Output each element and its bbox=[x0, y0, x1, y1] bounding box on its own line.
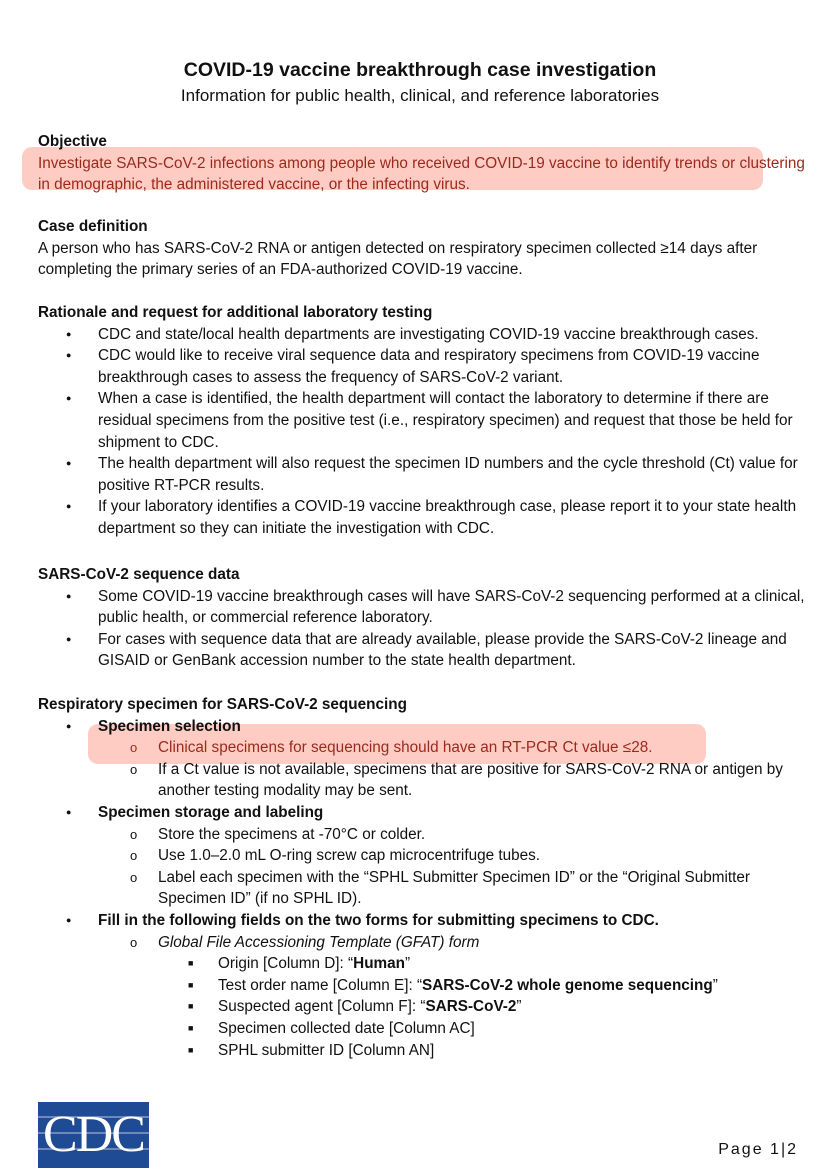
list-item: ● CDC and state/local health departments are investigating COVID-19 vaccine breakthrough cases. bbox=[38, 324, 818, 346]
specimen-selection-item bbox=[38, 716, 818, 738]
list-item: ■ SPHL submitter ID [Column AN] bbox=[38, 1040, 818, 1062]
specimen-storage-item bbox=[38, 802, 818, 824]
case-definition-heading: Case definition bbox=[38, 218, 148, 235]
document-subtitle: Information for public health, clinical, and reference laboratories bbox=[180, 86, 660, 105]
list-item: ● The health department will also request the specimen ID numbers and the cycle threshold (Ct) value for positive RT-PCR results. bbox=[38, 453, 818, 496]
cdc-logo-text: CDC bbox=[43, 1106, 144, 1163]
list-item: o Clinical specimens for sequencing should have an RT-PCR Ct value ≤28. bbox=[38, 737, 818, 759]
field-text: Test order name [Column E]: “ bbox=[218, 976, 423, 994]
specimen-section bbox=[38, 694, 818, 1061]
fields-item bbox=[38, 910, 818, 932]
rationale-heading: Rationale and request for additional laboratory testing bbox=[38, 304, 433, 321]
list-item: ● For cases with sequence data that are already available, please provide the SARS-CoV-2 lineage and GISAID or GenBank accession number to the state health department. bbox=[38, 629, 818, 672]
sequence-data-list bbox=[38, 586, 818, 672]
list-item: o Label each specimen with the “SPHL Submitter Specimen ID” or the “Original Submitter Specimen ID” (if no SPHL ID). bbox=[38, 867, 818, 910]
specimen-list bbox=[38, 716, 818, 738]
fields-sublist bbox=[38, 932, 818, 954]
list-item: o Use 1.0–2.0 mL O-ring screw cap microcentrifuge tubes. bbox=[38, 845, 818, 867]
form-name bbox=[38, 932, 818, 954]
cdc-logo bbox=[38, 1102, 149, 1168]
field-text: Suspected agent [Column F]: “ bbox=[218, 998, 426, 1016]
list-item: ● If your laboratory identifies a COVID-19 vaccine breakthrough case, please report it to your state health department so they can initiate the investigation with CDC. bbox=[38, 496, 818, 539]
list-item: ■ Specimen collected date [Column AC] bbox=[38, 1018, 818, 1040]
field-value: Human bbox=[353, 955, 405, 973]
objective-section bbox=[38, 131, 818, 196]
specimen-heading: Respiratory specimen for SARS-CoV-2 sequencing bbox=[38, 696, 407, 713]
field-text: ” bbox=[405, 955, 411, 973]
list-item: ● When a case is identified, the health department will contact the laboratory to determine if there are residual specimens from the positive test (i.e., respiratory specimen) and request that those be held for shipment to CDC. bbox=[38, 388, 818, 453]
specimen-selection-label: Specimen selection bbox=[98, 717, 241, 735]
specimen-selection-sublist bbox=[38, 737, 818, 802]
field-value: SARS-CoV-2 whole genome sequencing bbox=[422, 976, 713, 994]
list-item: o If a Ct value is not available, specimens that are positive for SARS-CoV-2 RNA or antigen by another testing modality may be sent. bbox=[38, 759, 818, 802]
form-name-text: Global File Accessioning Template (GFAT) form bbox=[158, 933, 480, 951]
page-number: Page 1|2 bbox=[718, 1141, 798, 1158]
list-item: ● CDC would like to receive viral sequence data and respiratory specimens from COVID-19 vaccine breakthrough cases to assess the frequency of SARS-CoV-2 variant. bbox=[38, 345, 818, 388]
field-value: SARS-CoV-2 bbox=[425, 998, 517, 1016]
specimen-storage-label: Specimen storage and labeling bbox=[98, 803, 324, 821]
fields-list bbox=[38, 910, 818, 932]
field-text: ” bbox=[712, 976, 718, 994]
rationale-list bbox=[38, 324, 818, 540]
list-item: o Store the specimens at -70°C or colder. bbox=[38, 824, 818, 846]
list-item: ● Some COVID-19 vaccine breakthrough cases will have SARS-CoV-2 sequencing performed at a clinical, public health, or commercial reference laboratory. bbox=[38, 586, 818, 629]
form-fields-list bbox=[38, 953, 818, 1061]
case-definition-section bbox=[38, 216, 818, 281]
sequence-data-section bbox=[38, 564, 818, 672]
fields-label: Fill in the following fields on the two forms for submitting specimens to CDC. bbox=[98, 911, 659, 929]
list-item bbox=[38, 975, 818, 997]
field-text: ” bbox=[516, 998, 522, 1016]
sequence-data-heading: SARS-CoV-2 sequence data bbox=[38, 566, 240, 583]
list-item bbox=[38, 953, 818, 975]
field-text: Origin [Column D]: “ bbox=[218, 955, 354, 973]
list-item bbox=[38, 996, 818, 1018]
rationale-section bbox=[38, 302, 818, 540]
objective-heading: Objective bbox=[38, 133, 107, 150]
document-title: COVID-19 vaccine breakthrough case investigation bbox=[183, 59, 657, 81]
specimen-storage-sublist bbox=[38, 824, 818, 910]
case-definition-text: A person who has SARS-CoV-2 RNA or antigen detected on respiratory specimen collected ≥14 days after completing the primary series of an FDA-authorized COVID-19 vaccine. bbox=[38, 239, 758, 279]
objective-text: Investigate SARS-CoV-2 infections among people who received COVID-19 vaccine to identify trends or clustering in demographic, the administered vaccine, or the infecting virus. bbox=[38, 154, 805, 194]
specimen-storage-list bbox=[38, 802, 818, 824]
